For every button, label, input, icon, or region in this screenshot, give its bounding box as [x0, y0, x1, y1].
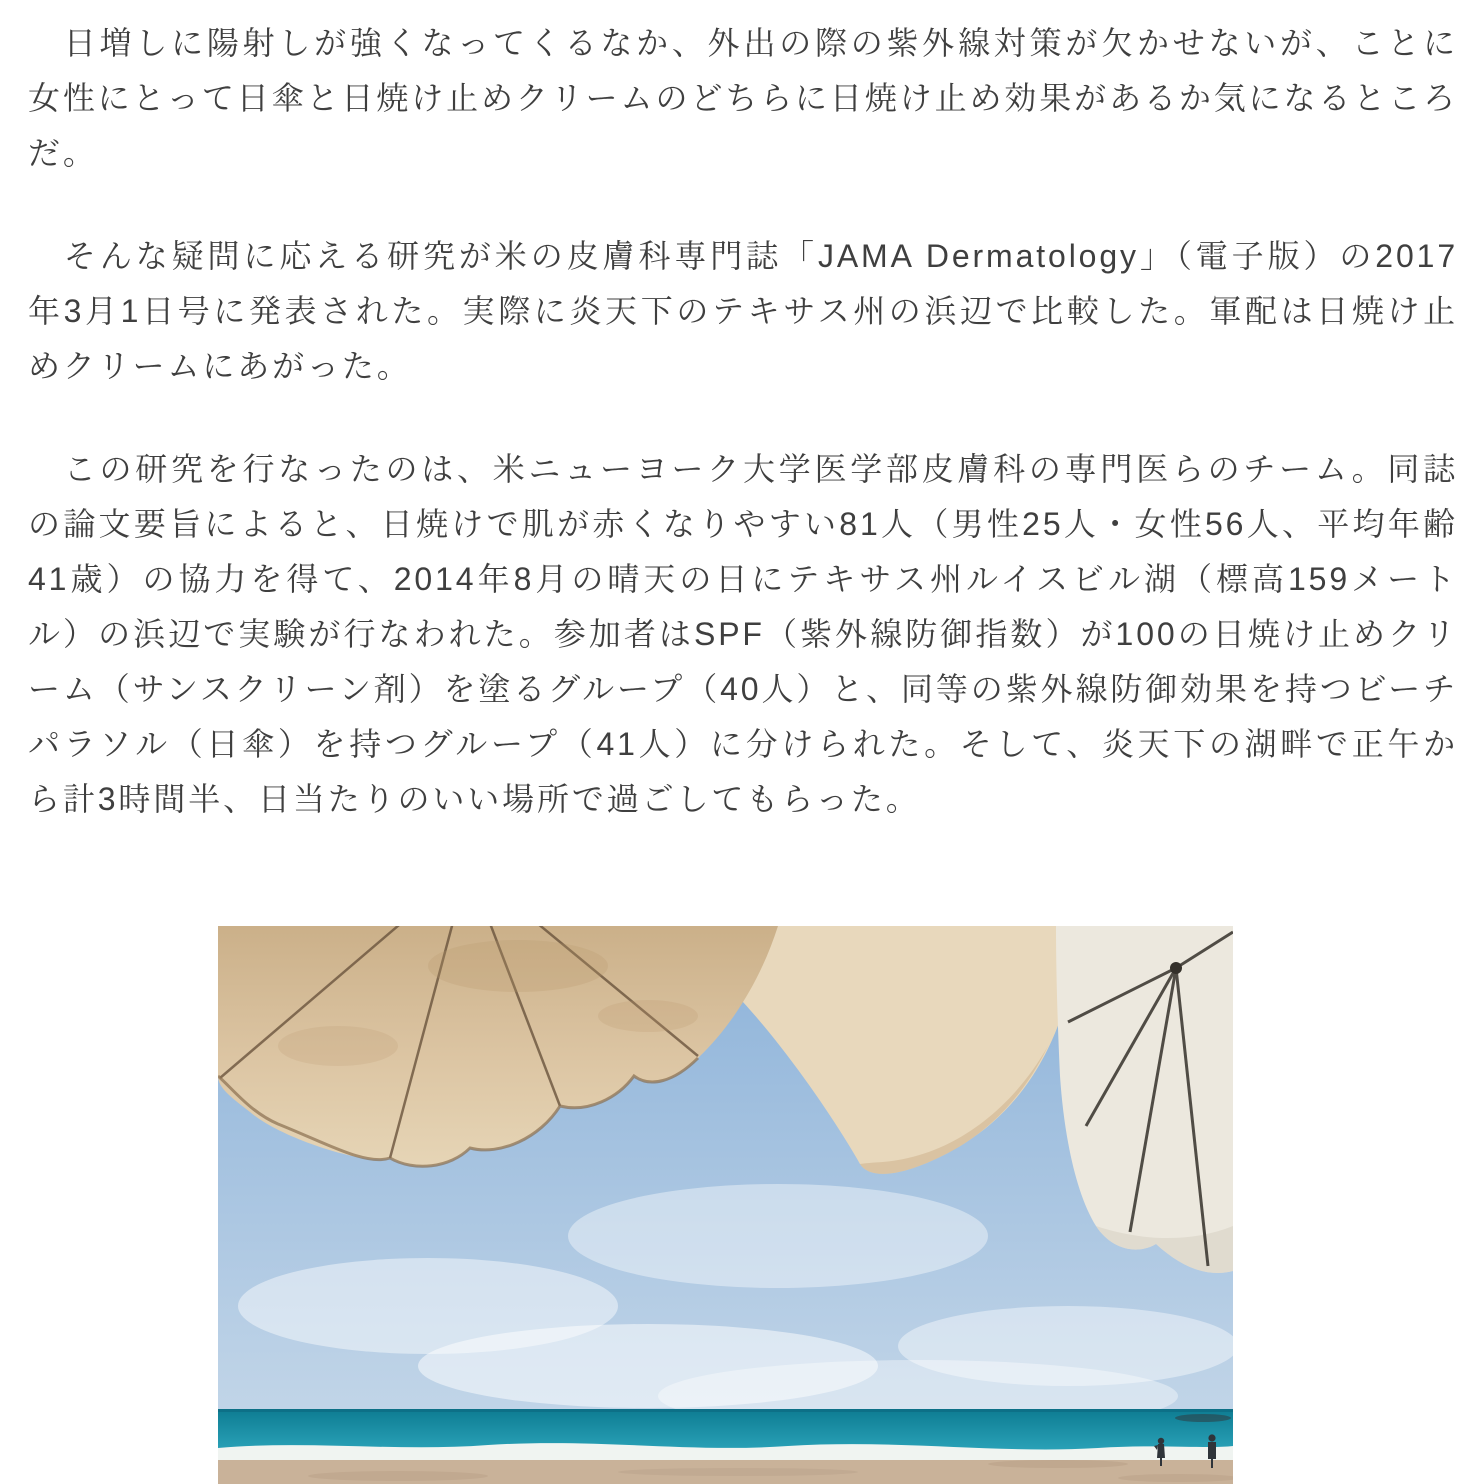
horizon-line	[218, 1409, 1233, 1412]
article-paragraph: 日増しに陽射しが強くなってくるなか、外出の際の紫外線対策が欠かせないが、ことに女性にとって日傘と日焼け止めクリームのどちらに日焼け止め効果があるか気になるところだ。	[28, 25, 1458, 171]
spoke-hub	[1170, 962, 1182, 974]
article-paragraph: そんな疑問に応える研究が米の皮膚科専門誌「JAMA Dermatology」（電子版）の2017年3月1日号に発表された。実際に炎天下のテキサス州の浜辺で比較した。軍配は日焼け止めクリームにあがった。	[28, 238, 1458, 384]
distant-boat	[1175, 1414, 1231, 1422]
ocean	[218, 1410, 1233, 1452]
article-paragraph: この研究を行なったのは、米ニューヨーク大学医学部皮膚科の専門医らのチーム。同誌の論文要旨によると、日焼けで肌が赤くなりやすい81人（男性25人・女性56人、平均年齢41歳）の協力を得て、2014年8月の晴天の日にテキサス州ルイスビル湖（標高159メートル）の浜辺で実験が行なわれた。参加者はSPF（紫外線防御指数）が100の日焼け止めクリーム（サンスクリーン剤）を塗るグループ（40人）と、同等の紫外線防御効果を持つビーチパラソル（日傘）を持つグループ（41人）に分けられた。そして、炎天下の湖畔で正午から計3時間半、日当たりのいい場所で過ごしてもらった。	[28, 451, 1458, 817]
beach-parasol-photo	[218, 926, 1233, 1484]
